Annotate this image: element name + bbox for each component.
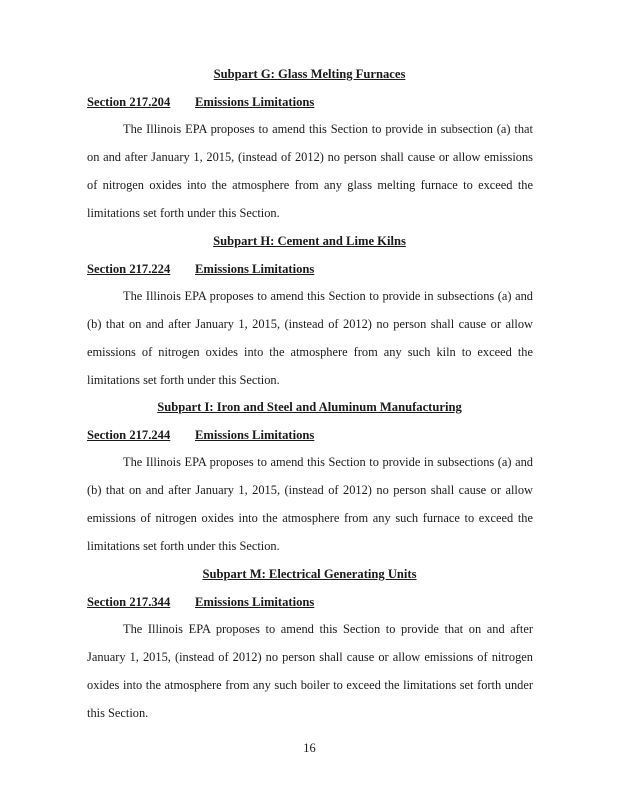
section-paragraph: The Illinois EPA proposes to amend this Section to provide that on and after January 1, 2015, (instead of 2012) no person shall cause or allow emissions of nitrogen oxides into the atmosphere from any such boiler to exceed the limitations set forth under this Section. <box>87 622 533 720</box>
section-number: Section 217.344 <box>87 595 171 609</box>
section-heading <box>87 94 547 110</box>
section-title: Emissions Limitations <box>195 428 315 442</box>
subpart-heading: Subpart I: Iron and Steel and Aluminum Manufacturing <box>157 400 462 414</box>
page-number: 16 <box>303 741 316 755</box>
section-title: Emissions Limitations <box>195 262 315 276</box>
section-heading <box>87 427 547 443</box>
subpart-heading: Subpart M: Electrical Generating Units <box>202 567 417 581</box>
subpart-heading: Subpart H: Cement and Lime Kilns <box>213 234 406 248</box>
section-number: Section 217.244 <box>87 428 171 442</box>
section-number: Section 217.204 <box>87 95 171 109</box>
section-number: Section 217.224 <box>87 262 171 276</box>
section-heading <box>87 261 547 277</box>
section-paragraph: The Illinois EPA proposes to amend this Section to provide in subsections (a) and (b) that on and after January 1, 2015, (instead of 2012) no person shall cause or allow emissions of nitrogen oxides into the atmosphere from any such furnace to exceed the limitations set forth under this Section. <box>87 455 533 553</box>
section-paragraph: The Illinois EPA proposes to amend this Section to provide in subsection (a) that on and after January 1, 2015, (instead of 2012) no person shall cause or allow emissions of nitrogen oxides into the atmosphere from any glass melting furnace to exceed the limitations set forth under this Section. <box>87 122 533 220</box>
section-heading <box>87 594 547 610</box>
section-paragraph: The Illinois EPA proposes to amend this Section to provide in subsections (a) and (b) that on and after January 1, 2015, (instead of 2012) no person shall cause or allow emissions of nitrogen oxides into the atmosphere from any such kiln to exceed the limitations set forth under this Section. <box>87 289 533 387</box>
section-title: Emissions Limitations <box>195 95 315 109</box>
section-title: Emissions Limitations <box>195 595 315 609</box>
subpart-heading: Subpart G: Glass Melting Furnaces <box>213 67 406 81</box>
